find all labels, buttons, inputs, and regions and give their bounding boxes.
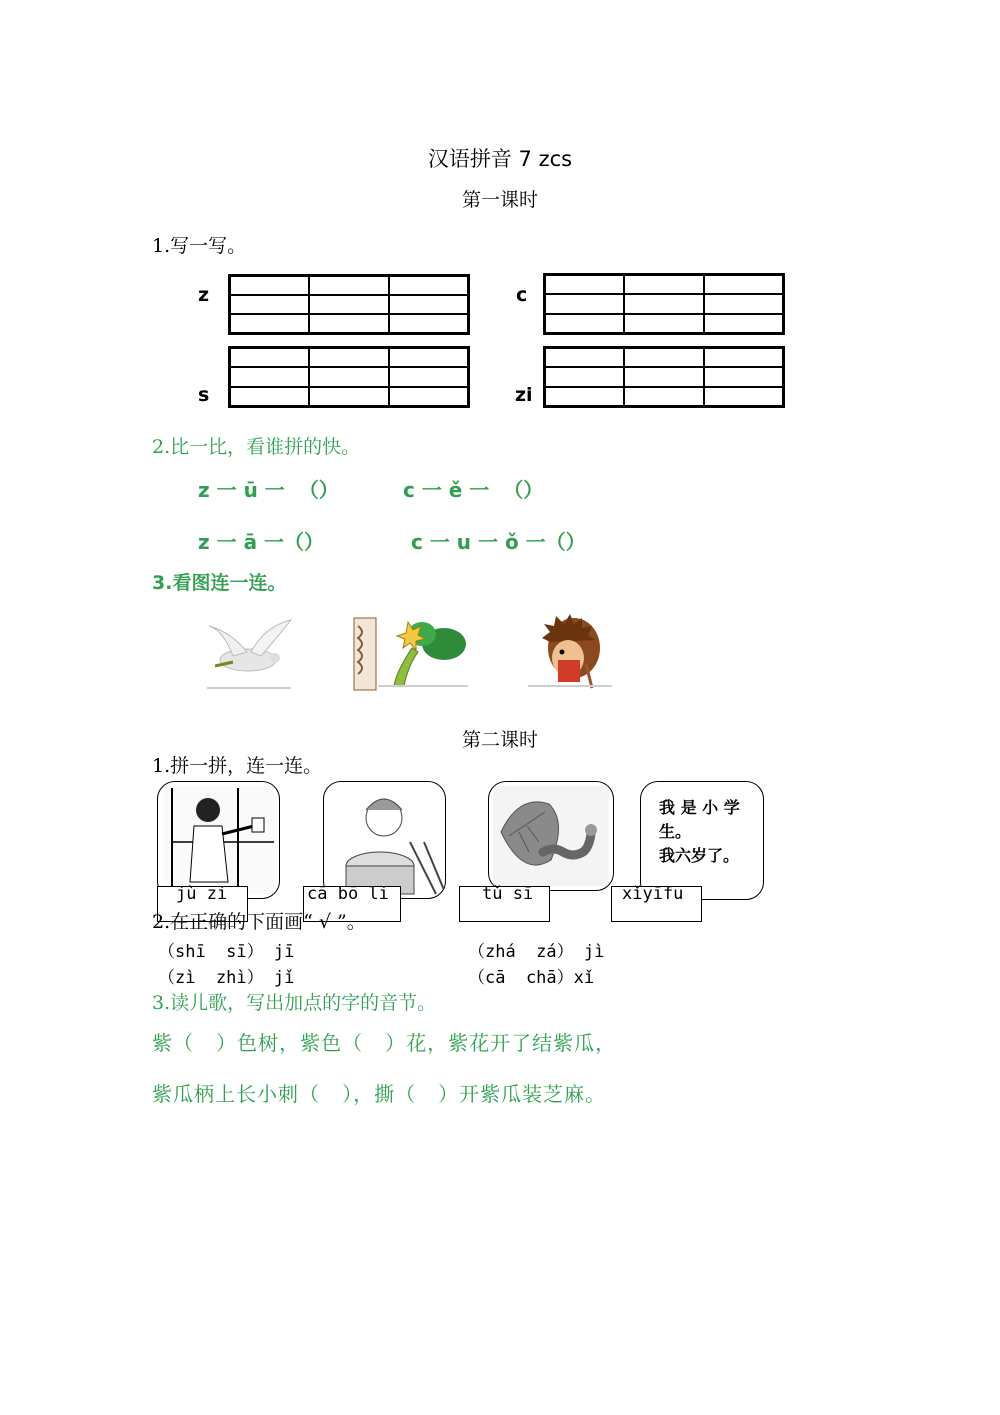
dove-image[interactable]: [203, 618, 295, 690]
letter-z: z: [198, 284, 210, 306]
speech-bubble-box: [640, 781, 764, 900]
question-write: 1.写一写。: [152, 235, 247, 257]
pinyin-line-4: c 一 u 一 ǒ 一（）: [411, 530, 586, 554]
letter-c: c: [516, 284, 528, 306]
picture-child-washing-clothes[interactable]: [323, 781, 446, 899]
picture-girl-wiping-window[interactable]: [157, 781, 280, 899]
choice-2[interactable]: （zhá zá） jì: [468, 942, 605, 962]
hedgehog-image[interactable]: [528, 612, 612, 692]
poem-line-1: 紫（ ）色树，紫色（ ）花，紫花开了结紫瓜，: [152, 1031, 617, 1055]
letter-s: s: [198, 384, 210, 406]
lesson-one-heading: 第一课时: [461, 189, 538, 211]
letter-zi: zi: [515, 384, 533, 406]
speech-bubble-text: 我 是 小 学 生。 我六岁了。: [659, 798, 740, 865]
question-connect-pictures: 3.看图连一连。: [152, 572, 287, 594]
writing-grid-s[interactable]: [228, 346, 470, 408]
cucumber-vine-image[interactable]: [352, 612, 474, 692]
question-spell-connect: 1.拼一拼，连一连。: [152, 755, 323, 777]
choice-1[interactable]: （shī sī） jī: [158, 942, 295, 962]
question-compare: 2.比一比，看谁拼的快。: [152, 436, 361, 458]
pinyin-line-3: z 一 ā 一（）: [198, 530, 325, 554]
page-title: 汉语拼音 7 zcs: [427, 147, 573, 171]
syllable-4: xǐyīfu: [622, 884, 684, 904]
pinyin-line-1: z 一 ū 一 （）: [198, 478, 339, 502]
writing-grid-z[interactable]: [228, 274, 470, 335]
writing-grid-zi[interactable]: [543, 346, 785, 408]
lesson-two-heading: 第二课时: [461, 729, 538, 751]
picture-silkworm-on-leaf[interactable]: [488, 781, 614, 891]
syllable-2: cā bō li: [307, 884, 389, 904]
question-check-correct: 2.在正确的下面画“ √ ”。: [152, 911, 366, 933]
pinyin-line-2: c 一 ě 一 （）: [403, 478, 544, 502]
syllable-3: tǔ sī: [482, 884, 534, 904]
choice-3[interactable]: （zì zhì） jǐ: [158, 968, 295, 988]
poem-line-2: 紫瓜柄上长小刺（ ），撕（ ）开紫瓜装芝麻。: [152, 1082, 607, 1106]
writing-grid-c[interactable]: [543, 273, 785, 335]
question-read-poem: 3.读儿歌，写出加点的字的音节。: [152, 992, 437, 1014]
choice-4[interactable]: （cā chā）xǐ: [468, 968, 595, 988]
syllable-1: jù zi: [176, 884, 228, 904]
